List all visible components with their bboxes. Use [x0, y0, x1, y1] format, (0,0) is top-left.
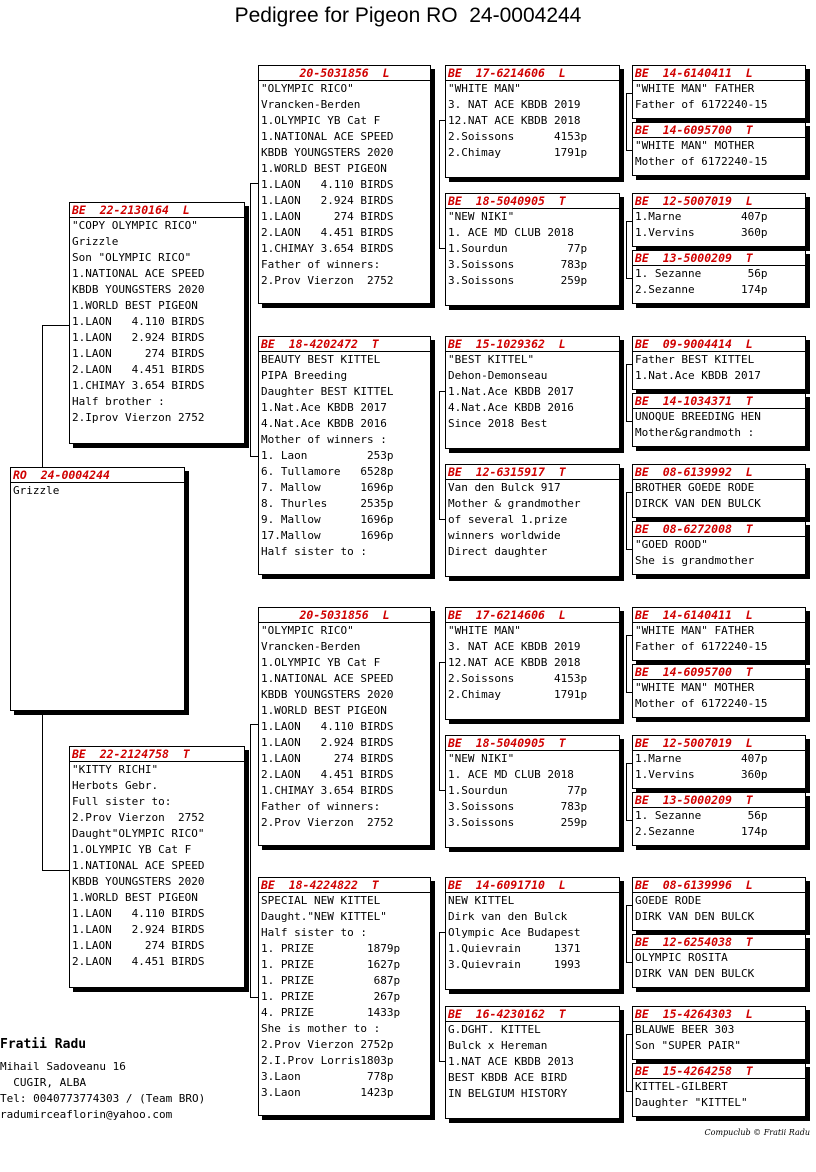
- gen2-line: 1.LAON 2.924 BIRDS: [261, 736, 394, 749]
- gen2-line: 1.OLYMPIC YB Cat F: [261, 656, 381, 669]
- owner-address: Mihail Sadoveanu 16: [0, 1060, 126, 1073]
- gen2-ring: BE 18-4202472 T: [259, 337, 430, 352]
- gen3-line: 1.Sourdun 77p: [448, 242, 588, 255]
- gen4-ring: BE 08-6272008 T: [633, 522, 805, 537]
- gen4-ring: BE 15-4264303 L: [633, 1007, 805, 1022]
- gen4-line: "WHITE MAN" FATHER: [635, 624, 755, 637]
- connector-line: [626, 763, 627, 820]
- gen4-line: "GOED ROOD": [635, 538, 708, 551]
- connector-line: [42, 325, 69, 326]
- gen4-line: 1.Vervins 360p: [635, 768, 768, 781]
- gen4-line: KITTEL-GILBERT: [635, 1080, 728, 1093]
- gen2-line: 1. PRIZE 1879p: [261, 942, 401, 955]
- gen3-line: Dehon-Demonseau: [448, 369, 548, 382]
- gen4-line: GOEDE RODE: [635, 894, 702, 907]
- sire-line: 1.LAON 274 BIRDS: [72, 347, 205, 360]
- gen2-line: 1. PRIZE 1627p: [261, 958, 401, 971]
- gen4-ring: BE 12-5007019 L: [633, 194, 805, 209]
- dam-line: 1.WORLD BEST PIGEON: [72, 891, 198, 904]
- gen2-line: Father of winners:: [261, 800, 381, 813]
- gen4-line: "WHITE MAN" MOTHER: [635, 681, 755, 694]
- gen4-line: Son "SUPER PAIR": [635, 1039, 741, 1052]
- gen2-line: She is mother to :: [261, 1022, 381, 1035]
- gen4-line: Father of 6172240-15: [635, 98, 768, 111]
- connector-line: [250, 724, 251, 998]
- gen4-line: 1. Sezanne 56p: [635, 267, 768, 280]
- gen3-line: 3. NAT ACE KBDB 2019: [448, 640, 581, 653]
- gen3-ring: BE 17-6214606 L: [446, 608, 619, 623]
- connector-line: [42, 325, 43, 467]
- dam-line: 1.LAON 4.110 BIRDS: [72, 907, 205, 920]
- gen3-card: [445, 607, 620, 720]
- gen3-line: NEW KITTEL: [448, 894, 515, 907]
- connector-line: [250, 724, 258, 725]
- gen2-line: 2.LAON 4.451 BIRDS: [261, 768, 394, 781]
- dam-line: "KITTY RICHI": [72, 763, 159, 776]
- gen3-line: 1. ACE MD CLUB 2018: [448, 768, 574, 781]
- gen4-line: Mother of 6172240-15: [635, 155, 768, 168]
- gen4-card: [632, 607, 806, 661]
- gen4-line: DIRK VAN DEN BULCK: [635, 910, 755, 923]
- gen4-card: [632, 464, 806, 518]
- gen3-line: 3.Soissons 259p: [448, 816, 588, 829]
- gen3-line: 2.Soissons 4153p: [448, 130, 588, 143]
- gen4-line: Father BEST KITTEL: [635, 353, 755, 366]
- gen3-line: Mother & grandmother: [448, 497, 581, 510]
- gen3-card: [445, 735, 620, 848]
- gen2-line: Mother of winners :: [261, 433, 387, 446]
- gen2-line: 7. Mallow 1696p: [261, 481, 394, 494]
- gen3-line: Olympic Ace Budapest: [448, 926, 581, 939]
- owner-name: Fratii Radu: [0, 1037, 87, 1052]
- gen4-ring: BE 13-5000209 T: [633, 251, 805, 266]
- gen3-line: 12.NAT ACE KBDB 2018: [448, 114, 581, 127]
- gen4-card: [632, 521, 806, 575]
- gen2-line: 1.CHIMAY 3.654 BIRDS: [261, 242, 394, 255]
- gen3-line: "WHITE MAN": [448, 82, 521, 95]
- sire-line: 1.CHIMAY 3.654 BIRDS: [72, 379, 205, 392]
- gen2-line: 2.Prov Vierzon 2752: [261, 274, 394, 287]
- gen4-line: 1.Marne 407p: [635, 752, 768, 765]
- gen2-line: "OLYMPIC RICO": [261, 82, 354, 95]
- gen2-line: 1. PRIZE 687p: [261, 974, 401, 987]
- gen4-ring: BE 14-6140411 L: [633, 66, 805, 81]
- dam-line: KBDB YOUNGSTERS 2020: [72, 875, 205, 888]
- gen2-line: 1.LAON 4.110 BIRDS: [261, 178, 394, 191]
- connector-line: [626, 635, 627, 692]
- dam-card: [69, 746, 245, 988]
- sire-line: Grizzle: [72, 235, 119, 248]
- gen2-ring: 20-5031856 L: [259, 608, 430, 623]
- gen3-line: "WHITE MAN": [448, 624, 521, 637]
- gen2-line: 1.LAON 274 BIRDS: [261, 752, 394, 765]
- gen2-line: 2.Prov Vierzon 2752: [261, 816, 394, 829]
- gen2-line: 17.Mallow 1696p: [261, 529, 394, 542]
- subject-ring: RO 24-0004244: [11, 468, 184, 483]
- gen2-line: 1.LAON 2.924 BIRDS: [261, 194, 394, 207]
- gen4-card: [632, 934, 806, 988]
- gen3-line: 12.NAT ACE KBDB 2018: [448, 656, 581, 669]
- gen2-line: 4. PRIZE 1433p: [261, 1006, 401, 1019]
- gen2-line: 1.WORLD BEST PIGEON: [261, 162, 387, 175]
- gen3-line: 2.Soissons 4153p: [448, 672, 588, 685]
- gen3-line: 1.Nat.Ace KBDB 2017: [448, 385, 574, 398]
- gen4-line: 1.Marne 407p: [635, 210, 768, 223]
- gen2-line: 1.CHIMAY 3.654 BIRDS: [261, 784, 394, 797]
- gen3-line: Dirk van den Bulck: [448, 910, 568, 923]
- gen2-line: 2.Prov Vierzon 2752p: [261, 1038, 394, 1051]
- gen2-line: 1.WORLD BEST PIGEON: [261, 704, 387, 717]
- sire-line: Son "OLYMPIC RICO": [72, 251, 192, 264]
- gen3-line: Van den Bulck 917: [448, 481, 561, 494]
- gen3-line: Bulck x Hereman: [448, 1039, 548, 1052]
- gen2-line: Vrancken-Berden: [261, 640, 361, 653]
- gen4-line: BLAUWE BEER 303: [635, 1023, 735, 1036]
- sire-line: 1.WORLD BEST PIGEON: [72, 299, 198, 312]
- gen2-line: 1.NATIONAL ACE SPEED: [261, 130, 394, 143]
- gen2-line: 3.Laon 1423p: [261, 1086, 394, 1099]
- gen4-ring: BE 14-1034371 T: [633, 394, 805, 409]
- sire-line: 2.LAON 4.451 BIRDS: [72, 363, 205, 376]
- gen3-card: [445, 65, 620, 178]
- gen3-line: 3.Quievrain 1993: [448, 958, 581, 971]
- gen2-line: 1. Laon 253p: [261, 449, 394, 462]
- gen4-ring: BE 08-6139996 L: [633, 878, 805, 893]
- gen4-line: 2.Sezanne 174p: [635, 283, 768, 296]
- gen3-line: 1.NAT ACE KBDB 2013: [448, 1055, 574, 1068]
- gen2-ring: BE 18-4224822 T: [259, 878, 430, 893]
- owner-email: radumirceaflorin@yahoo.com: [0, 1108, 173, 1121]
- connector-line: [42, 711, 43, 871]
- sire-card: [69, 202, 245, 444]
- gen3-ring: BE 16-4230162 T: [446, 1007, 619, 1022]
- gen4-line: Father of 6172240-15: [635, 640, 768, 653]
- gen3-ring: BE 18-5040905 T: [446, 736, 619, 751]
- gen3-line: of several 1.prize: [448, 513, 568, 526]
- connector-line: [626, 492, 627, 549]
- gen4-card: [632, 122, 806, 176]
- gen4-line: "WHITE MAN" FATHER: [635, 82, 755, 95]
- sire-line: KBDB YOUNGSTERS 2020: [72, 283, 205, 296]
- dam-line: 1.LAON 274 BIRDS: [72, 939, 205, 952]
- gen2-line: 8. Thurles 2535p: [261, 497, 394, 510]
- gen3-line: 3. NAT ACE KBDB 2019: [448, 98, 581, 111]
- gen3-line: 1. ACE MD CLUB 2018: [448, 226, 574, 239]
- dam-line: 1.LAON 2.924 BIRDS: [72, 923, 205, 936]
- connector-line: [439, 932, 440, 1061]
- gen4-line: 2.Sezanne 174p: [635, 825, 768, 838]
- gen3-line: 1.Sourdun 77p: [448, 784, 588, 797]
- gen4-card: [632, 1006, 806, 1060]
- gen4-ring: BE 14-6095700 T: [633, 665, 805, 680]
- gen4-line: Mother of 6172240-15: [635, 697, 768, 710]
- gen2-line: 9. Mallow 1696p: [261, 513, 394, 526]
- gen3-card: [445, 1006, 620, 1119]
- credit-text: Compuclub © Fratii Radu: [704, 1128, 810, 1137]
- gen2-line: 1.OLYMPIC YB Cat F: [261, 114, 381, 127]
- gen4-card: [632, 65, 806, 119]
- gen4-ring: BE 12-6254038 T: [633, 935, 805, 950]
- gen3-line: IN BELGIUM HISTORY: [448, 1087, 568, 1100]
- gen3-line: "NEW NIKI": [448, 752, 515, 765]
- gen3-line: 2.Chimay 1791p: [448, 688, 588, 701]
- subject-card: [10, 467, 185, 711]
- connector-line: [439, 662, 440, 790]
- gen2-card: [258, 877, 431, 1116]
- gen3-line: "NEW NIKI": [448, 210, 515, 223]
- sire-line: 1.LAON 2.924 BIRDS: [72, 331, 205, 344]
- gen4-line: Daughter "KITTEL": [635, 1096, 748, 1109]
- dam-line: Full sister to:: [72, 795, 172, 808]
- owner-city: CUGIR, ALBA: [0, 1076, 87, 1089]
- gen4-ring: BE 08-6139992 L: [633, 465, 805, 480]
- sire-line: Half brother :: [72, 395, 165, 408]
- gen3-card: [445, 193, 620, 306]
- gen2-line: 1.LAON 274 BIRDS: [261, 210, 394, 223]
- gen3-line: Direct daughter: [448, 545, 548, 558]
- dam-line: 1.NATIONAL ACE SPEED: [72, 859, 205, 872]
- gen3-line: 1.Quievrain 1371: [448, 942, 581, 955]
- gen2-line: 1. PRIZE 267p: [261, 990, 401, 1003]
- connector-line: [439, 120, 440, 248]
- gen3-line: 4.Nat.Ace KBDB 2016: [448, 401, 574, 414]
- gen2-card: [258, 607, 431, 846]
- dam-line: 2.Prov Vierzon 2752: [72, 811, 205, 824]
- connector-line: [250, 997, 258, 998]
- gen4-line: 1. Sezanne 56p: [635, 809, 768, 822]
- gen4-line: "WHITE MAN" MOTHER: [635, 139, 755, 152]
- gen3-ring: BE 14-6091710 L: [446, 878, 619, 893]
- gen3-ring: BE 15-1029362 L: [446, 337, 619, 352]
- gen4-ring: BE 13-5000209 T: [633, 793, 805, 808]
- gen2-line: Half sister to :: [261, 926, 367, 939]
- gen2-line: KBDB YOUNGSTERS 2020: [261, 688, 394, 701]
- connector-line: [626, 364, 627, 421]
- gen2-line: 4.Nat.Ace KBDB 2016: [261, 417, 387, 430]
- connector-line: [626, 1034, 627, 1091]
- gen4-card: [632, 792, 806, 846]
- sire-ring: BE 22-2130164 L: [70, 203, 244, 218]
- dam-ring: BE 22-2124758 T: [70, 747, 244, 762]
- sire-line: 1.LAON 4.110 BIRDS: [72, 315, 205, 328]
- gen4-line: Mother&grandmoth :: [635, 426, 755, 439]
- gen4-ring: BE 09-9004414 L: [633, 337, 805, 352]
- owner-phone: Tel: 0040773774303 / (Team BRO): [0, 1092, 206, 1105]
- page-title: Pedigree for Pigeon RO 24-0004244: [234, 4, 582, 27]
- gen4-ring: BE 14-6140411 L: [633, 608, 805, 623]
- gen4-ring: BE 12-5007019 L: [633, 736, 805, 751]
- gen3-line: G.DGHT. KITTEL: [448, 1023, 541, 1036]
- gen2-card: [258, 336, 431, 575]
- gen3-card: [445, 464, 620, 577]
- gen4-line: DIRK VAN DEN BULCK: [635, 967, 755, 980]
- subject-line: Grizzle: [13, 484, 60, 497]
- gen2-line: 2.LAON 4.451 BIRDS: [261, 226, 394, 239]
- gen3-line: 3.Soissons 783p: [448, 258, 588, 271]
- dam-line: 2.LAON 4.451 BIRDS: [72, 955, 205, 968]
- gen3-line: 3.Soissons 783p: [448, 800, 588, 813]
- gen2-line: 2.I.Prov Lorris1803p: [261, 1054, 394, 1067]
- gen4-ring: BE 15-4264258 T: [633, 1064, 805, 1079]
- gen2-line: 1.Nat.Ace KBDB 2017: [261, 401, 387, 414]
- dam-line: 1.OLYMPIC YB Cat F: [72, 843, 192, 856]
- gen2-line: BEAUTY BEST KITTEL: [261, 353, 381, 366]
- connector-line: [626, 905, 627, 962]
- connector-line: [626, 93, 627, 150]
- gen3-ring: BE 18-5040905 T: [446, 194, 619, 209]
- gen2-line: Daught."NEW KITTEL": [261, 910, 387, 923]
- dam-line: Herbots Gebr.: [72, 779, 159, 792]
- gen2-line: KBDB YOUNGSTERS 2020: [261, 146, 394, 159]
- connector-line: [42, 870, 69, 871]
- sire-line: "COPY OLYMPIC RICO": [72, 219, 198, 232]
- gen2-line: Daughter BEST KITTEL: [261, 385, 394, 398]
- gen3-line: 2.Chimay 1791p: [448, 146, 588, 159]
- connector-line: [250, 456, 258, 457]
- gen2-line: Father of winners:: [261, 258, 381, 271]
- gen2-line: PIPA Breeding: [261, 369, 348, 382]
- gen4-line: DIRCK VAN DEN BULCK: [635, 497, 761, 510]
- gen2-line: 6. Tullamore 6528p: [261, 465, 394, 478]
- gen4-line: 1.Nat.Ace KBDB 2017: [635, 369, 761, 382]
- gen3-card: [445, 877, 620, 990]
- gen2-ring: 20-5031856 L: [259, 66, 430, 81]
- gen3-line: Since 2018 Best: [448, 417, 548, 430]
- gen4-card: [632, 664, 806, 718]
- gen4-line: OLYMPIC ROSITA: [635, 951, 728, 964]
- gen3-ring: BE 12-6315917 T: [446, 465, 619, 480]
- gen4-line: She is grandmother: [635, 554, 755, 567]
- gen4-line: 1.Vervins 360p: [635, 226, 768, 239]
- gen2-card: [258, 65, 431, 304]
- gen4-line: BROTHER GOEDE RODE: [635, 481, 755, 494]
- gen3-ring: BE 17-6214606 L: [446, 66, 619, 81]
- gen2-line: 1.LAON 4.110 BIRDS: [261, 720, 394, 733]
- gen3-line: 3.Soissons 259p: [448, 274, 588, 287]
- gen3-line: winners worldwide: [448, 529, 561, 542]
- gen2-line: 1.NATIONAL ACE SPEED: [261, 672, 394, 685]
- connector-line: [439, 391, 440, 519]
- sire-line: 1.NATIONAL ACE SPEED: [72, 267, 205, 280]
- gen3-card: [445, 336, 620, 449]
- gen4-card: [632, 877, 806, 931]
- gen2-line: SPECIAL NEW KITTEL: [261, 894, 381, 907]
- gen4-card: [632, 250, 806, 304]
- gen4-card: [632, 193, 806, 247]
- gen3-line: "BEST KITTEL": [448, 353, 535, 366]
- gen4-line: UNOQUE BREEDING HEN: [635, 410, 761, 423]
- connector-line: [250, 183, 258, 184]
- gen4-card: [632, 735, 806, 789]
- gen4-ring: BE 14-6095700 T: [633, 123, 805, 138]
- sire-line: 2.Iprov Vierzon 2752: [72, 411, 205, 424]
- gen2-line: "OLYMPIC RICO": [261, 624, 354, 637]
- connector-line: [626, 221, 627, 278]
- gen2-line: 3.Laon 778p: [261, 1070, 394, 1083]
- connector-line: [250, 183, 251, 457]
- gen4-card: [632, 393, 806, 447]
- gen4-card: [632, 1063, 806, 1117]
- gen2-line: Half sister to :: [261, 545, 367, 558]
- gen4-card: [632, 336, 806, 390]
- dam-line: Daught"OLYMPIC RICO": [72, 827, 205, 840]
- gen3-line: BEST KBDB ACE BIRD: [448, 1071, 568, 1084]
- gen2-line: Vrancken-Berden: [261, 98, 361, 111]
